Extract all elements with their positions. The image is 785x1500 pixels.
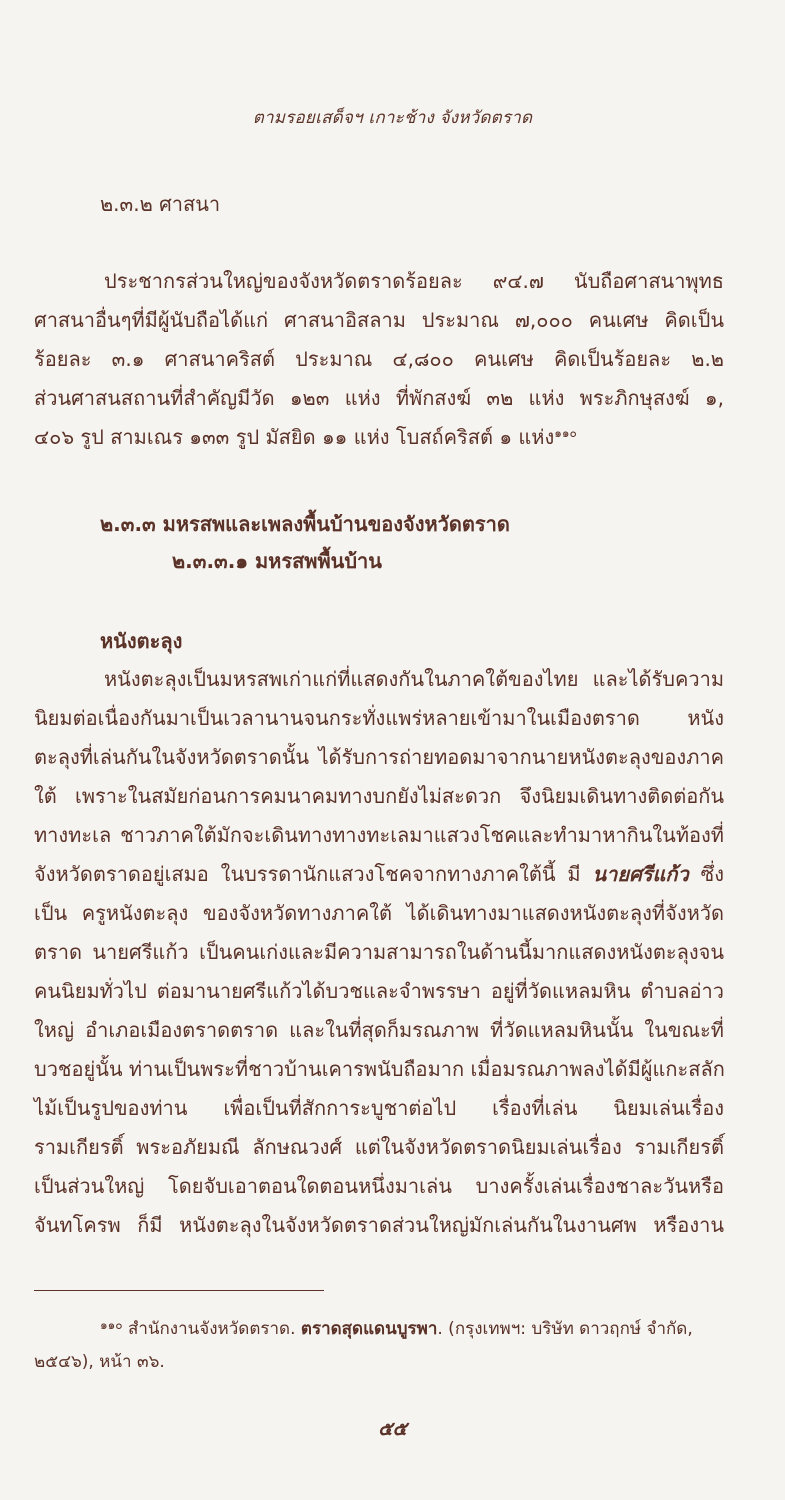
festival-line-9: คนนิยมทั่วไป ต่อมานายศรีแก้วได้บวชและจำพรรษา อยู่ที่วัดแหลมหิน ตำบลอ่าว [34, 979, 724, 1003]
festival-line-13: รามเกียรติ์ พระอภัยมณี ลักษณวงศ์ แต่ในจังหวัดตราดนิยมเล่นเรื่อง รามเกียรติ์ [34, 1135, 724, 1159]
religion-line-2: ศาสนาอื่นๆที่มีผู้นับถือได้แก่ ศาสนาอิสลาม ประมาณ ๗,๐๐๐ คนเศษ คิดเป็น [34, 308, 724, 332]
section-heading-religion: ๒.๓.๒ ศาสนา [100, 192, 221, 216]
footnote-title: ตราดสุดแดนบูรพา [300, 1319, 438, 1339]
festival-line-11: บวชอยู่นั้น ท่านเป็นพระที่ชาวบ้านเคารพนับถือมาก เมื่อมรณภาพลงได้มีผู้แกะสลัก [34, 1057, 725, 1081]
religion-paragraph [34, 262, 724, 457]
footnote-line-2: ๒๕๔๖), หน้า ๓๖. [34, 1352, 165, 1372]
footnote [34, 1313, 724, 1379]
subsection-heading-folk-shows: ๒.๓.๓.๑ มหรสพพื้นบ้าน [172, 549, 382, 573]
festival-line-10: ใหญ่ อำเภอเมืองตราดตราด และในที่สุดก็มรณภาพ ที่วัดแหลมหินนั้น ในขณะที่ [34, 1018, 724, 1042]
footnote-author: สำนักงานจังหวัดตราด. [127, 1319, 296, 1339]
festival-line-14: เป็นส่วนใหญ่ โดยจับเอาตอนใดตอนหนึ่งมาเล่น บางครั้งเล่นเรื่องชาละวันหรือ [34, 1174, 724, 1198]
religion-line-5: ๔๐๖ รูป สามเณร ๑๓๓ รูป มัสยิด ๑๑ แห่ง โบสถ์คริสต์ ๑ แห่ง [34, 425, 555, 449]
topic-heading-shadow-puppet: หนังตะลุง [100, 629, 183, 653]
festival-line-6-wrap [34, 855, 724, 894]
running-header: ตามรอยเสด็จฯ เกาะช้าง จังหวัดตราด [252, 108, 533, 128]
religion-line-1: ประชากรส่วนใหญ่ของจังหวัดตราดร้อยละ ๙๔.๗ นับถือศาสนาพุทธ [104, 269, 724, 293]
footnote-divider [34, 1290, 324, 1291]
festival-line-6: จังหวัดตราดอยู่เสมอ ในบรรดานักแสวงโชคจากทางภาคใต้นี้ มี [34, 862, 581, 886]
religion-line-3: ร้อยละ ๓.๑ ศาสนาคริสต์ ประมาณ ๔,๘๐๐ คนเศษ คิดเป็นร้อยละ ๒.๒ [34, 347, 724, 371]
festival-line-8: ตราด นายศรีแก้ว เป็นคนเก่งและมีความสามารถในด้านนี้มากแสดงหนังตะลุงจน [34, 940, 724, 964]
festival-line-6-end: ซึ่ง [700, 862, 724, 886]
footnote-reference: ๑๑๐ [554, 426, 577, 440]
festival-line-15: จันทโครพ ก็มี หนังตะลุงในจังหวัดตราดส่วนใหญ่มักเล่นกันในงานศพ หรืองาน [34, 1213, 724, 1237]
footnote-number: ๑๑๐ [100, 1318, 123, 1332]
religion-line-5-wrap [34, 418, 724, 457]
page-number: ๕๕ [378, 1418, 407, 1440]
festival-line-3: ตะลุงที่เล่นกันในจังหวัดตราดนั้น ได้รับการถ่ายทอดมาจากนายหนังตะลุงของภาค [34, 745, 724, 769]
shadow-puppet-paragraph [34, 660, 724, 1245]
festival-line-12: ไม้เป็นรูปของท่าน เพื่อเป็นที่สักการะบูชาต่อไป เรื่องที่เล่น นิยมเล่นเรื่อง [34, 1096, 724, 1120]
festival-line-5: ทางทะเล ชาวภาคใต้มักจะเดินทางทางทะเลมาแสวงโชคและทำมาหากินในท้องที่ [34, 823, 724, 847]
footnote-publisher: . (กรุงเทพฯ: บริษัท ดาวฤกษ์ จำกัด, [437, 1319, 693, 1339]
festival-line-4: ใต้ เพราะในสมัยก่อนการคมนาคมทางบกยังไม่สะดวก จึงนิยมเดินทางติดต่อกัน [34, 784, 724, 808]
section-heading-festivals: ๒.๓.๓ มหรสพและเพลงพื้นบ้านของจังหวัดตราด [100, 512, 510, 536]
emphasized-name: นายศรีแก้ว [592, 862, 689, 886]
festival-line-2: นิยมต่อเนื่องกันมาเป็นเวลานานจนกระทั่งแพร่หลายเข้ามาในเมืองตราด หนัง [34, 706, 724, 730]
religion-line-4: ส่วนศาสนสถานที่สำคัญมีวัด ๑๒๓ แห่ง ที่พักสงฆ์ ๓๒ แห่ง พระภิกษุสงฆ์ ๑, [34, 386, 724, 410]
footnote-line-1 [34, 1313, 724, 1346]
festival-line-7: เป็น ครูหนังตะลุง ของจังหวัดทางภาคใต้ ได้เดินทางมาแสดงหนังตะลุงที่จังหวัด [34, 901, 724, 925]
festival-line-1: หนังตะลุงเป็นมหรสพเก่าแก่ที่แสดงกันในภาคใต้ของไทย และได้รับความ [104, 667, 724, 691]
